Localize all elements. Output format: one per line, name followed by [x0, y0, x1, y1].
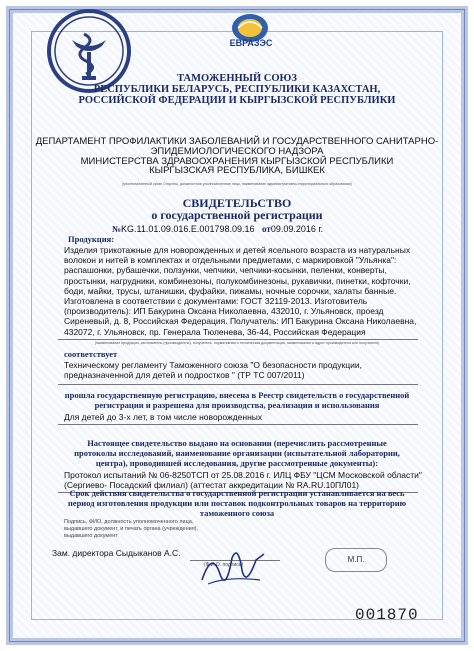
certificate-subtitle: о государственной регистрации	[151, 208, 323, 222]
official-name: Зам. директора Сыдыканов А.С.	[52, 548, 181, 558]
conformity-line1: Техническому регламенту Таможенного союза "О безопасности продукции,	[64, 360, 362, 370]
signature-caption-line3: выдавшего документ	[64, 533, 118, 539]
signature-caption-line2: выдавшего документ, и печать органа (учреждения),	[64, 526, 199, 532]
protocol-line2: (Сергиево- Посадский филиал) (аттестат аккредитации № RA.RU.10ПЛ01)	[64, 480, 360, 491]
handwritten-signature-icon	[198, 540, 268, 600]
product-line: боди, майки, трусы, штанишки, фуфайки, пижамы, ночные сорочки, халаты банные.	[64, 285, 397, 296]
basis-line3: центра), проводившей исследования, другие рассмотренные документы):	[95, 458, 379, 468]
product-label: Продукция:	[68, 234, 115, 244]
divider	[58, 339, 418, 340]
validity-line1: Срок действия свидетельства о государственной регистрации устанавливается на весь	[69, 488, 405, 498]
conformity-label: соответствует	[64, 349, 118, 359]
divider	[58, 384, 418, 385]
validity-statement	[50, 488, 424, 518]
certificate-title: СВИДЕТЕЛЬСТВО	[182, 196, 292, 210]
stamp-mp-label: М.П.	[347, 555, 365, 564]
validity-line3: таможенного союза	[199, 508, 275, 518]
basis-line1: Настоящее свидетельство выдано на основании (перечислить рассмотренные	[87, 438, 387, 448]
product-description	[64, 245, 434, 337]
product-line: распашонки, рубашечки, ползунки, чепчики, чепчики-косынки, пеленки, конверты,	[64, 265, 387, 276]
union-title-line1: ТАМОЖЕННЫЙ СОЮЗ	[177, 73, 297, 84]
eurasec-logo-text: ЕВРАЗЭС	[229, 38, 273, 48]
signature-caption	[64, 519, 198, 540]
conformity-text	[64, 360, 434, 380]
product-line: Изделия трикотажные для новорожденных и детей ясельного возраста из натуральных	[64, 245, 411, 255]
usage-scope: Для детей до 3-х лет, в том числе новорожденных	[64, 412, 263, 422]
validity-line2: период изготовления продукции или поставок подконтрольных товаров на территорию	[67, 498, 407, 508]
union-title-line2: РЕСПУБЛИКИ БЕЛАРУСЬ, РЕСПУБЛИКИ КАЗАХСТАН,	[93, 84, 381, 95]
certificate-number: KG.11.01.09.016.Е.001798.09.16	[121, 224, 255, 234]
department-line2: ЭПИДЕМИОЛОГИЧЕСКОГО НАДЗОРА	[150, 146, 324, 157]
product-line: волокон и нитей в комплектах и отдельными предметами, с маркировкой "Ульянка":	[64, 255, 397, 266]
product-line: (производитель): ИП Бакурина Оксана Николаевна, 432010, г. Ульяновск, проезд	[64, 306, 384, 317]
department-line4: КЫРГЫЗСКАЯ РЕСПУБЛИКА, БИШКЕК	[149, 165, 325, 176]
serial-number: 001870	[355, 606, 419, 624]
signature-caption-line1: Подпись, ФИО, должность уполномоченного лица,	[64, 519, 194, 525]
product-line: 432072, г. Ульяновск, пр. Генерала Тюленева, 36-44, Российская Федерация	[64, 326, 366, 337]
department-caption: (уполномоченный орган Стороны, должностное уполномоченное лицо, наименование административно-территориального образования)	[122, 182, 352, 186]
protocol-line1: Протокол испытаний № 06-8250ТСП от 25.08.2016 г. ИЛЦ ФБУ "ЦСМ Московской области"	[64, 470, 422, 480]
conformity-line2: предназначенной для детей и подростков " (ТР ТС 007/2011)	[64, 370, 305, 381]
basis-heading	[50, 438, 424, 468]
number-label: №	[112, 224, 122, 234]
date-label: от	[262, 224, 271, 234]
product-line: Изготовлена в соответствии с документами: ГОСТ 32119-2013. Изготовитель	[64, 296, 368, 307]
registration-statement	[50, 390, 424, 410]
basis-line2: протоколы исследований, наименование организации (испытательной лаборатории,	[74, 448, 400, 458]
product-caption: (наименование продукции, изготовитель (производитель), получатель, нормативная и техническая документация, наименование и адрес производителя или получателя)	[94, 341, 380, 345]
signature-line-caption: (Ф.И.О. подпись)	[204, 562, 244, 568]
union-title-line3: РОССИЙСКОЙ ФЕДЕРАЦИИ И КЫРГЫЗСКОЙ РЕСПУБЛИКИ	[78, 95, 396, 106]
department-line1: ДЕПАРТАМЕНТ ПРОФИЛАКТИКИ ЗАБОЛЕВАНИЙ И ГОСУДАРСТВЕННОГО САНИТАРНО-	[35, 136, 439, 147]
registration-line2: регистрации и разрешена для производства, реализации и использования	[94, 400, 380, 410]
registration-line1: прошла государственную регистрацию, внесена в Реестр свидетельств о государственной	[64, 390, 410, 400]
product-line: простынки, нагрудники, комбинезоны, полукомбинезоны, рукавички, пинетки, кофточки,	[64, 275, 411, 286]
department-line3: МИНИСТЕРСТВА ЗДРАВООХРАНЕНИЯ КЫРГЫЗСКОЙ РЕСПУБЛИКИ	[80, 156, 394, 167]
certificate-number-row	[112, 224, 372, 234]
divider	[58, 424, 418, 425]
certificate-date: 09.09.2016 г.	[270, 224, 324, 234]
product-line: Сиреневый, д. 8, Российская Федерация. Получатель: ИП Бакурина Оксана Николаевна,	[64, 316, 417, 327]
stamp-placeholder	[325, 548, 387, 572]
